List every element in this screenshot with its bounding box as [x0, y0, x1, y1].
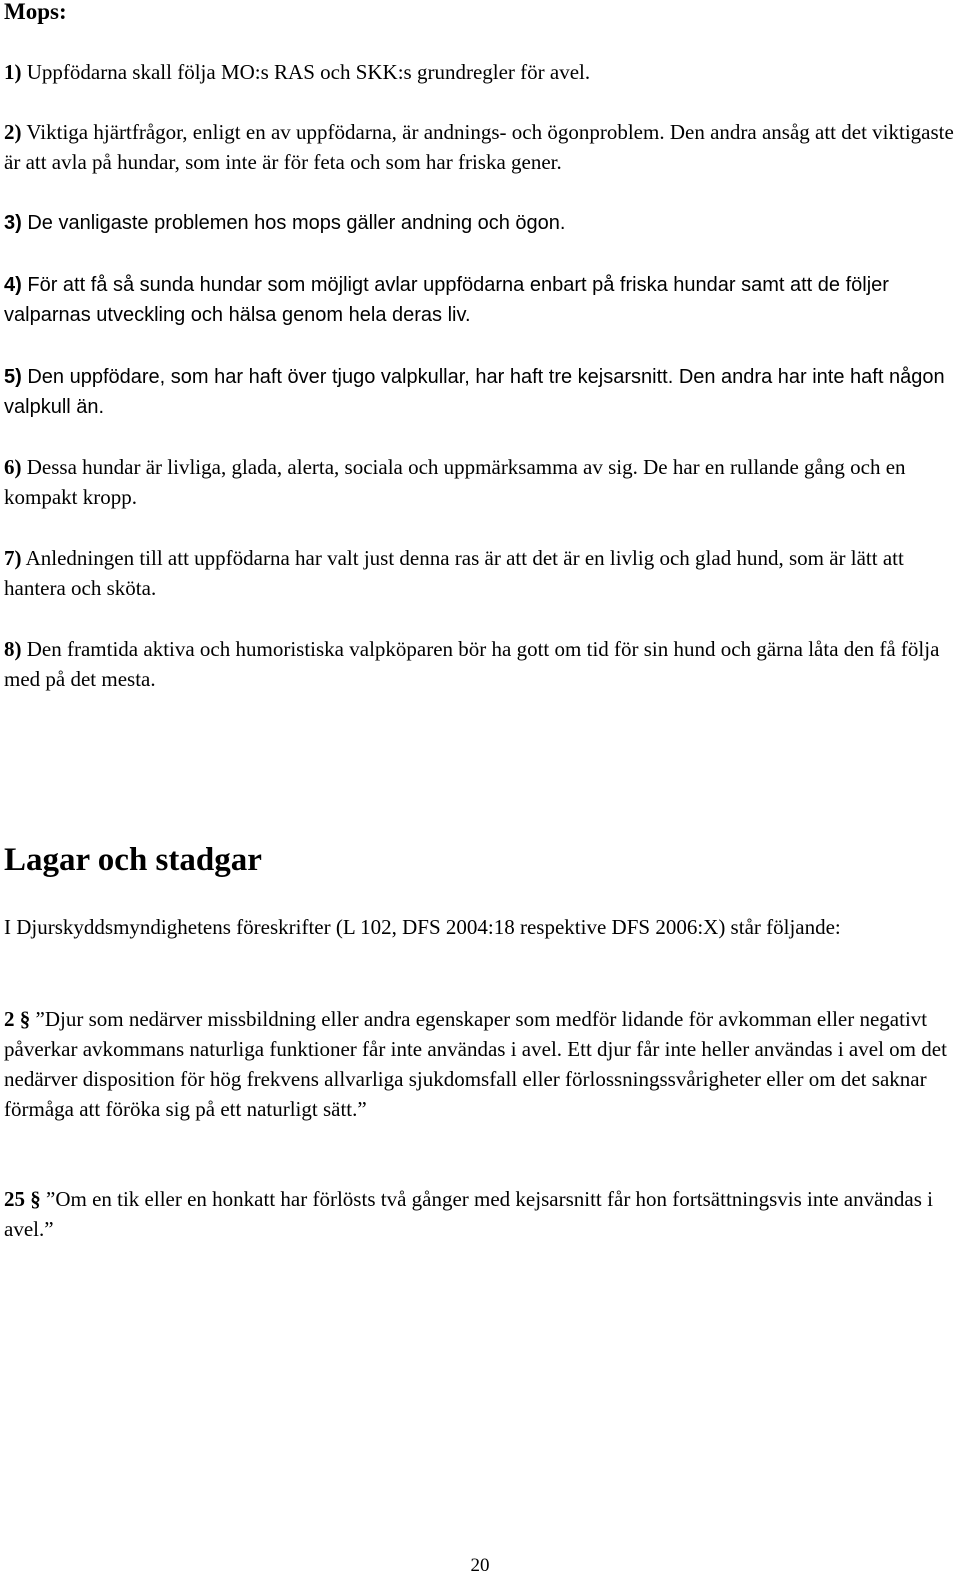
- list-item: [4, 634, 954, 694]
- item-number: 3): [4, 212, 22, 234]
- item-number: 1): [4, 60, 22, 84]
- list-item: [4, 452, 954, 512]
- list-item: [4, 270, 954, 330]
- law-paragraph: [4, 1004, 954, 1124]
- item-number: 7): [4, 546, 22, 570]
- section-title-lagar: Lagar och stadgar: [4, 842, 262, 878]
- paragraph-text: ”Djur som nedärver missbildning eller andra egenskaper som medför lidande för avkomman eller negativt påverkar avkommans naturliga funktioner får inte användas i avel. Ett djur får inte heller användas i avel om det nedärver disposition för hög frekvens allvarliga sjukdomsfall eller förlossningssvårigheter eller om det saknar förmåga att föröka sig på ett naturligt sätt.”: [4, 1007, 947, 1121]
- paragraph-number: 2 §: [4, 1007, 31, 1031]
- list-item: [4, 208, 954, 238]
- item-number: 8): [4, 637, 22, 661]
- item-text: Den uppfödare, som har haft över tjugo valpkullar, har haft tre kejsarsnitt. Den andra har inte haft någon valpkull än.: [4, 366, 945, 418]
- paragraph-text: ”Om en tik eller en honkatt har förlösts två gånger med kejsarsnitt får hon fortsättningsvis inte användas i avel.”: [4, 1187, 934, 1241]
- list-item: [4, 543, 954, 603]
- paragraph-number: 25 §: [4, 1187, 41, 1211]
- item-text: De vanligaste problemen hos mops gäller andning och ögon.: [27, 212, 566, 234]
- list-item: [4, 117, 954, 177]
- item-text: Viktiga hjärtfrågor, enligt en av uppfödarna, är andnings- och ögonproblem. Den andra ansåg att det viktigaste är att avla på hundar, som inte är för feta och som har friska gener.: [4, 120, 954, 174]
- page-number: 20: [470, 1555, 490, 1576]
- list-item: [4, 57, 954, 87]
- item-number: 6): [4, 455, 22, 479]
- item-text: Uppfödarna skall följa MO:s RAS och SKK:s grundregler för avel.: [26, 60, 591, 84]
- item-number: 5): [4, 366, 22, 388]
- item-text: Dessa hundar är livliga, glada, alerta, sociala och uppmärksamma av sig. De har en rullande gång och en kompakt kropp.: [4, 455, 906, 509]
- item-number: 2): [4, 120, 22, 144]
- law-paragraph: [4, 1184, 954, 1244]
- item-number: 4): [4, 274, 22, 296]
- intro-paragraph: I Djurskyddsmyndighetens föreskrifter (L 102, DFS 2004:18 respektive DFS 2006:X) står följande:: [4, 915, 841, 939]
- list-item: [4, 362, 954, 422]
- item-text: För att få så sunda hundar som möjligt avlar uppfödarna enbart på friska hundar samt att de följer valparnas utveckling och hälsa genom hela deras liv.: [4, 274, 889, 326]
- section-title-mops: Mops:: [4, 0, 67, 24]
- item-text: Anledningen till att uppfödarna har valt just denna ras är att det är en livlig och glad hund, som är lätt att hantera och sköta.: [4, 546, 904, 600]
- item-text: Den framtida aktiva och humoristiska valpköparen bör ha gott om tid för sin hund och gärna låta den få följa med på det mesta.: [4, 637, 940, 691]
